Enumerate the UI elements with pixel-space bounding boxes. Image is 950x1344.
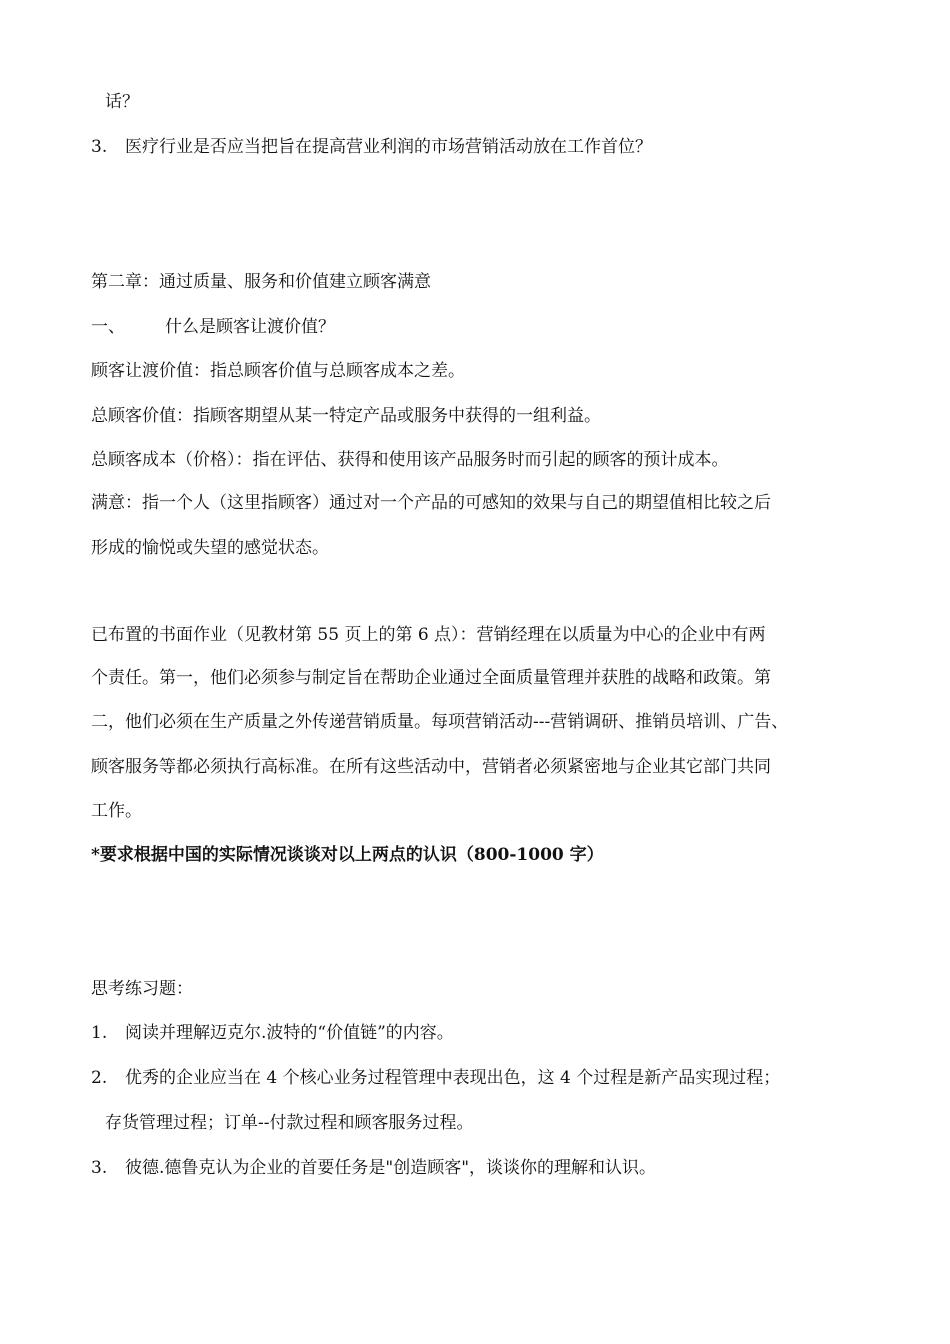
assignment-line1: 已布置的书面作业（见教材第 55 页上的第 6 点）：营销经理在以质量为中心的企业中有两 bbox=[91, 625, 766, 645]
exercises-title: 思考练习题： bbox=[91, 979, 193, 999]
definition-delivered-value: 顾客让渡价值：指总顾客价值与总顾客成本之差。 bbox=[91, 361, 465, 381]
chapter-title: 第二章：通过质量、服务和价值建立顾客满意 bbox=[91, 272, 431, 292]
exercise-number: 1. bbox=[91, 1023, 108, 1043]
question-number: 3. bbox=[91, 137, 108, 157]
assignment-line2: 个责任。第一，他们必须参与制定旨在帮助企业通过全面质量管理并获胜的战略和政策。第 bbox=[91, 668, 771, 688]
question-3-prev bbox=[91, 135, 652, 159]
assignment-line5: 工作。 bbox=[91, 801, 142, 821]
exercise-continuation: 存货管理过程；订单--付款过程和顾客服务过程。 bbox=[105, 1113, 474, 1133]
definition-satisfaction-line2: 形成的愉悦或失望的感觉状态。 bbox=[91, 538, 329, 558]
exercise-text: 阅读并理解迈克尔.波特的“价值链”的内容。 bbox=[125, 1023, 454, 1043]
requirement-note: *要求根据中国的实际情况谈谈对以上两点的认识（800-1000 字） bbox=[91, 845, 604, 865]
exercise-number: 2. bbox=[91, 1068, 108, 1088]
definition-satisfaction-line1: 满意：指一个人（这里指顾客）通过对一个产品的可感知的效果与自己的期望值相比较之后 bbox=[91, 493, 771, 513]
question-text: 医疗行业是否应当把旨在提高营业利润的市场营销活动放在工作首位？ bbox=[125, 137, 652, 157]
assignment-line3: 二，他们必须在生产质量之外传递营销质量。每项营销活动---营销调研、推销员培训、广告、 bbox=[91, 712, 789, 732]
section-title: 什么是顾客让渡价值？ bbox=[165, 317, 335, 337]
exercise-item bbox=[91, 1156, 656, 1180]
exercise-item bbox=[91, 1021, 454, 1045]
carryover-line: 话？ bbox=[105, 92, 139, 112]
section-heading bbox=[91, 315, 335, 339]
exercise-text: 优秀的企业应当在 4 个核心业务过程管理中表现出色，这 4 个过程是新产品实现过程； bbox=[125, 1068, 781, 1088]
definition-total-value: 总顾客价值：指顾客期望从某一特定产品或服务中获得的一组利益。 bbox=[91, 406, 601, 426]
section-number: 一、 bbox=[91, 317, 125, 337]
assignment-line4: 顾客服务等都必须执行高标准。在所有这些活动中，营销者必须紧密地与企业其它部门共同 bbox=[91, 757, 771, 777]
exercise-item bbox=[91, 1066, 780, 1090]
exercise-number: 3. bbox=[91, 1158, 108, 1178]
definition-total-cost: 总顾客成本（价格）：指在评估、获得和使用该产品服务时而引起的顾客的预计成本。 bbox=[91, 450, 729, 470]
exercise-text: 彼德.德鲁克认为企业的首要任务是"创造顾客"，谈谈你的理解和认识。 bbox=[125, 1158, 657, 1178]
